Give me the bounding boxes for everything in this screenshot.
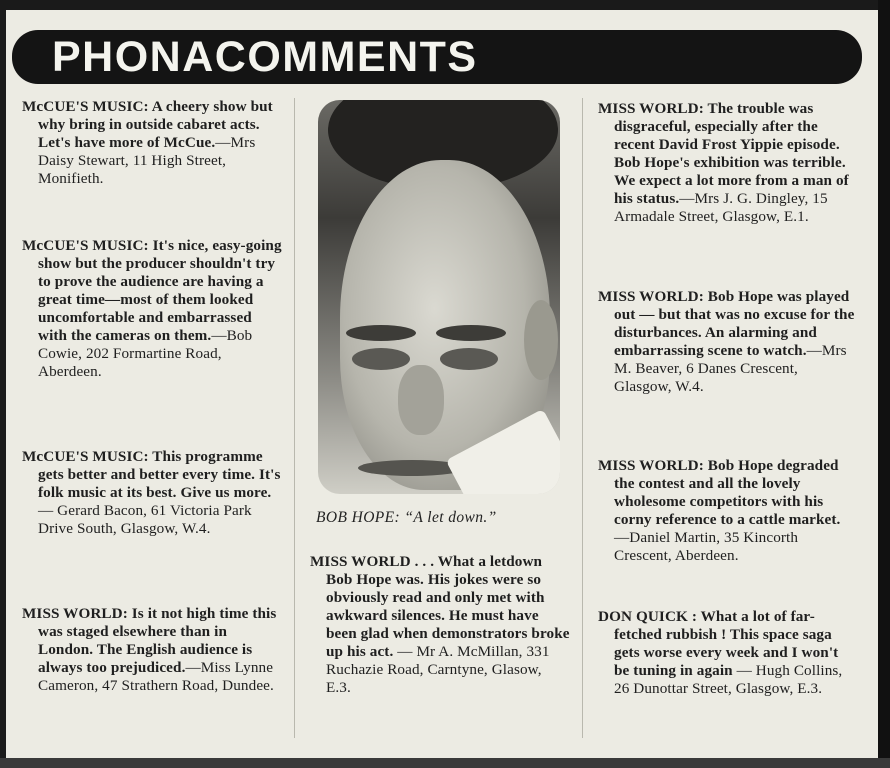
letter-item [598, 608, 856, 698]
photo-eye [440, 348, 498, 370]
letter-item [22, 605, 282, 695]
letter-signature: — Mr A. McMillan, 331 Ruchazie Road, Carntyne, Glasow, E.3. [326, 643, 550, 696]
letter-text: McCUE'S MUSIC: It's nice, easy-going show but the producer shouldn't try to prove the audience are having a great time—most of them looked uncomfortable and embarrassed with the cameras on them. [22, 237, 282, 344]
photo-ear [524, 300, 558, 380]
column-divider [294, 98, 295, 738]
letter-signature: —Bob Cowie, 202 Formartine Road, Aberdeen. [38, 327, 253, 380]
letter-item [22, 448, 282, 538]
letter-text: DON QUICK : What a lot of far-fetched rubbish ! This space saga gets worse every week and I won't be tuning in again [598, 608, 839, 679]
photo-eye [352, 348, 410, 370]
section-banner [12, 30, 862, 84]
letter-item [598, 100, 856, 226]
letter-signature: —Mrs M. Beaver, 6 Danes Crescent, Glasgow, W.4. [614, 342, 847, 395]
letter-item [310, 553, 570, 697]
letter-text: MISS WORLD: The trouble was disgraceful, especially after the recent David Frost Yippie episode. Bob Hope's exhibition was terrible. We expect a lot more from a man of his status. [598, 100, 849, 207]
photo-brow [346, 325, 416, 341]
letter-item [22, 98, 282, 188]
letter-signature: — Gerard Bacon, 61 Victoria Park Drive South, Glasgow, W.4. [38, 502, 252, 537]
letter-signature: —Daniel Martin, 35 Kincorth Crescent, Aberdeen. [614, 529, 799, 564]
scan-edge-bottom [0, 758, 890, 768]
scan-edge [878, 0, 890, 768]
letter-signature: — Hugh Collins, 26 Dunottar Street, Glasgow, E.3. [614, 662, 843, 697]
photo-brow [436, 325, 506, 341]
letter-text: MISS WORLD . . . What a letdown Bob Hope was. His jokes were so obviously read and only met with awkward silences. He must have been glad when demonstrators broke up his act. [310, 553, 570, 660]
letter-item [22, 237, 282, 381]
letter-signature: —Miss Lynne Cameron, 47 Strathern Road, Dundee. [38, 659, 274, 694]
letter-item [598, 457, 856, 565]
letter-signature: —Mrs J. G. Dingley, 15 Armadale Street, Glasgow, E.1. [614, 190, 828, 225]
letter-text: MISS WORLD: Bob Hope was played out — but that was no excuse for the disturbances. An alarming and embarrassing scene to watch. [598, 288, 855, 359]
section-title: PHONACOMMENTS [52, 33, 478, 81]
letter-text: McCUE'S MUSIC: This programme gets better and better every time. It's folk music at its best. Give us more. [22, 448, 281, 501]
column-divider [582, 98, 583, 738]
letter-text: MISS WORLD: Bob Hope degraded the contest and all the lovely wholesome competitors with his corny reference to a cattle market. [598, 457, 841, 528]
letter-text: MISS WORLD: Is it not high time this was staged elsewhere than in London. The English audience is always too prejudiced. [22, 605, 277, 676]
letter-text: McCUE'S MUSIC: A cheery show but why bring in outside cabaret acts. Let's have more of McCue. [22, 98, 273, 151]
photo-nose [398, 365, 444, 435]
portrait-photo [318, 100, 560, 494]
letter-item [598, 288, 856, 396]
letter-signature: —Mrs Daisy Stewart, 11 High Street, Monifieth. [38, 134, 256, 187]
photo-caption: BOB HOPE: “A let down.” [316, 509, 497, 526]
